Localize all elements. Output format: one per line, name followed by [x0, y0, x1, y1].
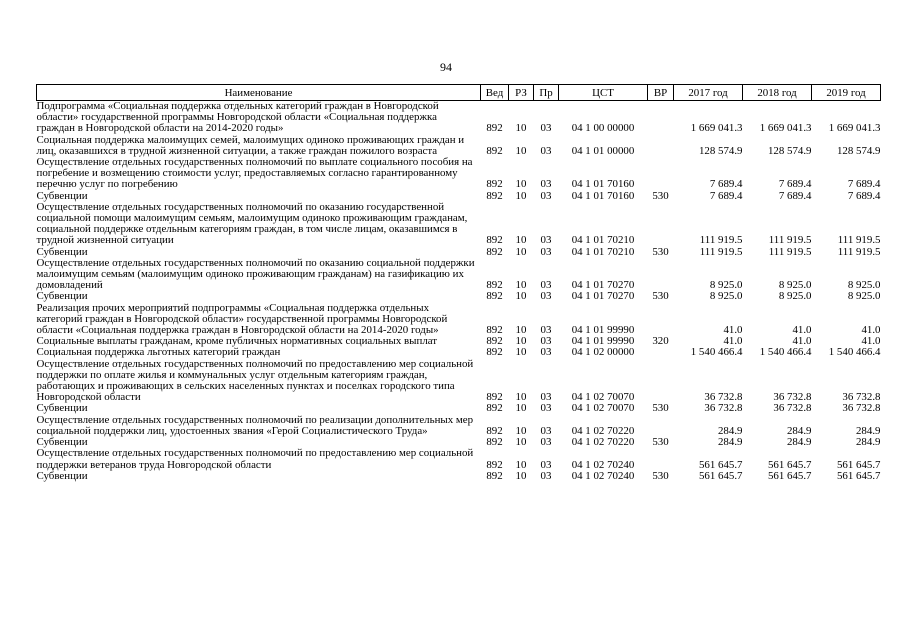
cell-ved: 892 — [486, 234, 503, 247]
cell-2017: 36 732.8 — [704, 391, 743, 404]
cell-cst: 04 1 01 99990 — [571, 335, 635, 348]
cell-2019: 41.0 — [861, 335, 881, 348]
cell-pr: 03 — [540, 122, 552, 135]
cell-2019: 284.9 — [855, 436, 881, 449]
cell-rz: 10 — [515, 178, 527, 191]
cell-cst: 04 1 01 00000 — [571, 144, 635, 157]
cell-name: Реализация прочих мероприятий подпрограммы «Социальная поддержка отдельных категорий граждан в Новгородской области» государственной программы Новгородской области «Социальная поддержка граждан в Новгородской области на 2014-2020 годы» — [36, 301, 448, 337]
cell-cst: 04 1 02 00000 — [571, 346, 635, 359]
cell-name: Осуществление отдельных государственных полномочий по предоставлению мер социальной поддержки ветеранов труда Новгородской области — [36, 447, 474, 471]
col-header-2019: 2019 год — [812, 85, 881, 101]
cell-name: Осуществление отдельных государственных полномочий по реализации дополнительных мер социальной поддержки лиц, удостоенных звания «Герой Социалистического Труда» — [36, 413, 474, 437]
cell-2018: 111 919.5 — [768, 245, 812, 258]
cell-name: Субвенции — [36, 469, 88, 482]
cell-vr — [648, 101, 674, 135]
cell-pr: 03 — [540, 436, 552, 449]
table-row — [37, 258, 881, 292]
cell-2019: 41.0 — [861, 324, 881, 337]
cell-cst: 04 1 01 70160 — [571, 178, 635, 191]
cell-2019: 36 732.8 — [842, 391, 881, 404]
cell-vr: 530 — [652, 245, 669, 258]
cell-vr: 320 — [652, 335, 669, 348]
cell-2018: 284.9 — [786, 436, 812, 449]
cell-ved: 892 — [486, 324, 503, 337]
cell-2017: 1 540 466.4 — [690, 346, 743, 359]
cell-2017: 1 669 041.3 — [690, 122, 743, 135]
cell-2018: 1 669 041.3 — [759, 122, 812, 135]
cell-ved: 892 — [486, 279, 503, 292]
cell-2019: 36 732.8 — [842, 402, 881, 415]
col-header-rz: РЗ — [509, 85, 534, 101]
cell-cst: 04 1 01 70270 — [571, 290, 635, 303]
cell-2019: 284.9 — [855, 424, 881, 437]
table-row — [37, 471, 881, 482]
cell-cst: 04 1 01 70210 — [571, 234, 635, 247]
cell-name: Осуществление отдельных государственных полномочий по выплате социального пособия на погребение и возмещению стоимости услуг, предоставляемых согласно гарантированному перечню услуг по погребению — [36, 156, 473, 191]
table-row — [37, 448, 881, 470]
cell-rz: 10 — [515, 458, 527, 471]
cell-2019: 111 919.5 — [837, 234, 881, 247]
cell-cst: 04 1 02 70240 — [571, 469, 635, 482]
cell-ved: 892 — [486, 458, 503, 471]
table-row — [37, 291, 881, 302]
cell-cst: 04 1 02 70220 — [571, 424, 635, 437]
cell-rz: 10 — [515, 436, 527, 449]
cell-2017: 7 689.4 — [709, 189, 743, 202]
cell-vr: 530 — [652, 469, 669, 482]
cell-2018: 1 540 466.4 — [759, 346, 812, 359]
col-header-cst: ЦСТ — [559, 85, 648, 101]
cell-ved: 892 — [486, 346, 503, 359]
cell-rz: 10 — [515, 324, 527, 337]
cell-ved: 892 — [486, 189, 503, 202]
cell-pr: 03 — [540, 335, 552, 348]
cell-ved: 892 — [486, 469, 503, 482]
cell-2017: 111 919.5 — [699, 234, 743, 247]
cell-2018: 561 645.7 — [767, 469, 812, 482]
cell-ved: 892 — [486, 436, 503, 449]
cell-2018: 41.0 — [792, 324, 812, 337]
cell-rz: 10 — [515, 424, 527, 437]
cell-pr: 03 — [540, 290, 552, 303]
table-row — [37, 359, 881, 404]
cell-rz: 10 — [515, 245, 527, 258]
cell-2019: 1 669 041.3 — [828, 122, 881, 135]
cell-2018: 36 732.8 — [773, 402, 812, 415]
cell-pr: 03 — [540, 469, 552, 482]
cell-vr — [648, 347, 674, 358]
cell-vr — [648, 448, 674, 470]
cell-name: Осуществление отдельных государственных полномочий по оказанию социальной поддержки малоимущим семьям (малоимущим одиноко проживающим гражданам) на газификацию их домовладений — [36, 256, 475, 292]
cell-name: Субвенции — [36, 245, 88, 258]
cell-2019: 8 925.0 — [847, 290, 881, 303]
cell-rz: 10 — [515, 335, 527, 348]
cell-2018: 284.9 — [786, 424, 812, 437]
cell-cst: 04 1 00 00000 — [571, 122, 635, 135]
table-row — [37, 202, 881, 247]
cell-2019: 7 689.4 — [847, 189, 881, 202]
cell-2018: 561 645.7 — [767, 458, 812, 471]
cell-cst: 04 1 01 99990 — [571, 324, 635, 337]
cell-rz: 10 — [515, 391, 527, 404]
cell-2017: 561 645.7 — [698, 469, 743, 482]
cell-rz: 10 — [515, 402, 527, 415]
col-header-2018: 2018 год — [743, 85, 812, 101]
table-row — [37, 135, 881, 157]
table-body — [37, 101, 881, 482]
cell-pr: 03 — [540, 144, 552, 157]
cell-2018: 41.0 — [792, 335, 812, 348]
cell-2019: 128 574.9 — [836, 144, 881, 157]
cell-2017: 128 574.9 — [698, 144, 743, 157]
cell-cst: 04 1 01 70210 — [571, 245, 635, 258]
cell-name: Субвенции — [36, 290, 88, 303]
cell-ved: 892 — [486, 424, 503, 437]
cell-rz: 10 — [515, 346, 527, 359]
col-header-ved: Вед — [481, 85, 509, 101]
cell-rz: 10 — [515, 189, 527, 202]
cell-2019: 1 540 466.4 — [828, 346, 881, 359]
cell-cst: 04 1 02 70240 — [571, 458, 635, 471]
table-row — [37, 415, 881, 437]
cell-2018: 36 732.8 — [773, 391, 812, 404]
cell-pr: 03 — [540, 189, 552, 202]
cell-name: Социальная поддержка льготных категорий граждан — [36, 346, 281, 359]
cell-2017: 41.0 — [723, 324, 743, 337]
page-number: 94 — [440, 60, 452, 74]
cell-ved: 892 — [486, 335, 503, 348]
col-header-pr: Пр — [534, 85, 559, 101]
cell-2018: 7 689.4 — [778, 178, 812, 191]
cell-name: Осуществление отдельных государственных полномочий по предоставлению мер социальной поддержки по оплате жилья и коммунальных услуг отдельным категориям граждан, работающих и проживающих в сельских населенных пунктах и поселках городского типа Новгородской области — [36, 357, 474, 404]
cell-name: Социальные выплаты гражданам, кроме публичных нормативных социальных выплат — [36, 335, 438, 348]
cell-cst: 04 1 01 70160 — [571, 189, 635, 202]
cell-ved: 892 — [486, 290, 503, 303]
cell-2018: 7 689.4 — [778, 189, 812, 202]
cell-2017: 8 925.0 — [709, 279, 743, 292]
cell-name: Субвенции — [36, 402, 88, 415]
cell-vr — [648, 303, 674, 337]
table-row — [37, 347, 881, 358]
cell-name: Подпрограмма «Социальная поддержка отдельных категорий граждан в Новгородской области» государственной программы Новгородской области «Социальная поддержка граждан в Новгородской области на 2014-2020 годы» — [36, 100, 439, 135]
cell-vr — [648, 157, 674, 191]
cell-2019: 7 689.4 — [847, 178, 881, 191]
cell-2019: 561 645.7 — [836, 469, 881, 482]
cell-pr: 03 — [540, 402, 552, 415]
cell-2017: 36 732.8 — [704, 402, 743, 415]
cell-pr: 03 — [540, 279, 552, 292]
cell-cst: 04 1 02 70220 — [571, 436, 635, 449]
cell-2018: 8 925.0 — [778, 290, 812, 303]
cell-vr — [648, 359, 674, 404]
cell-2017: 8 925.0 — [709, 290, 743, 303]
cell-vr — [648, 258, 674, 292]
cell-vr — [648, 135, 674, 157]
cell-vr: 530 — [652, 402, 669, 415]
col-header-name: Наименование — [37, 85, 481, 101]
cell-2019: 561 645.7 — [836, 458, 881, 471]
cell-vr: 530 — [652, 189, 669, 202]
cell-pr: 03 — [540, 245, 552, 258]
cell-2017: 561 645.7 — [698, 458, 743, 471]
cell-name: Социальная поддержка малоимущих семей, малоимущих одиноко проживающих граждан и лиц, оказавшихся в трудной жизненной ситуации, а также граждан пожилого возраста — [36, 133, 465, 157]
cell-vr: 530 — [652, 436, 669, 449]
cell-2018: 111 919.5 — [768, 234, 812, 247]
cell-rz: 10 — [515, 122, 527, 135]
col-header-2017: 2017 год — [674, 85, 743, 101]
cell-pr: 03 — [540, 234, 552, 247]
cell-ved: 892 — [486, 245, 503, 258]
cell-cst: 04 1 01 70270 — [571, 279, 635, 292]
cell-pr: 03 — [540, 458, 552, 471]
cell-vr: 530 — [652, 290, 669, 303]
cell-rz: 10 — [515, 279, 527, 292]
table-row — [37, 303, 881, 337]
cell-name: Осуществление отдельных государственных полномочий по оказанию государственной социальной помощи малоимущим семьям, малоимущим одиноко проживающим гражданам, социальной поддержке отдельным категориям граждан, в том числе лицам, оказавшимся в трудной жизненной ситуации — [36, 200, 468, 247]
table-row — [37, 101, 881, 135]
cell-pr: 03 — [540, 391, 552, 404]
cell-2019: 111 919.5 — [837, 245, 881, 258]
cell-2017: 111 919.5 — [699, 245, 743, 258]
col-header-vr: ВР — [648, 85, 674, 101]
cell-2019: 8 925.0 — [847, 279, 881, 292]
cell-name: Субвенции — [36, 189, 88, 202]
cell-ved: 892 — [486, 122, 503, 135]
cell-pr: 03 — [540, 346, 552, 359]
cell-vr — [648, 415, 674, 437]
cell-2017: 7 689.4 — [709, 178, 743, 191]
cell-2018: 8 925.0 — [778, 279, 812, 292]
cell-ved: 892 — [486, 144, 503, 157]
cell-name: Субвенции — [36, 436, 88, 449]
cell-cst: 04 1 02 70070 — [571, 402, 635, 415]
cell-rz: 10 — [515, 469, 527, 482]
cell-rz: 10 — [515, 290, 527, 303]
cell-pr: 03 — [540, 178, 552, 191]
cell-ved: 892 — [486, 402, 503, 415]
budget-table — [36, 84, 881, 482]
table-row — [37, 403, 881, 414]
cell-rz: 10 — [515, 144, 527, 157]
cell-2017: 284.9 — [717, 436, 743, 449]
cell-pr: 03 — [540, 324, 552, 337]
table-row — [37, 157, 881, 191]
cell-rz: 10 — [515, 234, 527, 247]
cell-2018: 128 574.9 — [767, 144, 812, 157]
cell-2017: 284.9 — [717, 424, 743, 437]
cell-ved: 892 — [486, 391, 503, 404]
cell-vr — [648, 202, 674, 247]
cell-pr: 03 — [540, 424, 552, 437]
cell-ved: 892 — [486, 178, 503, 191]
cell-2017: 41.0 — [723, 335, 743, 348]
table-header-row — [37, 85, 881, 101]
cell-cst: 04 1 02 70070 — [571, 391, 635, 404]
